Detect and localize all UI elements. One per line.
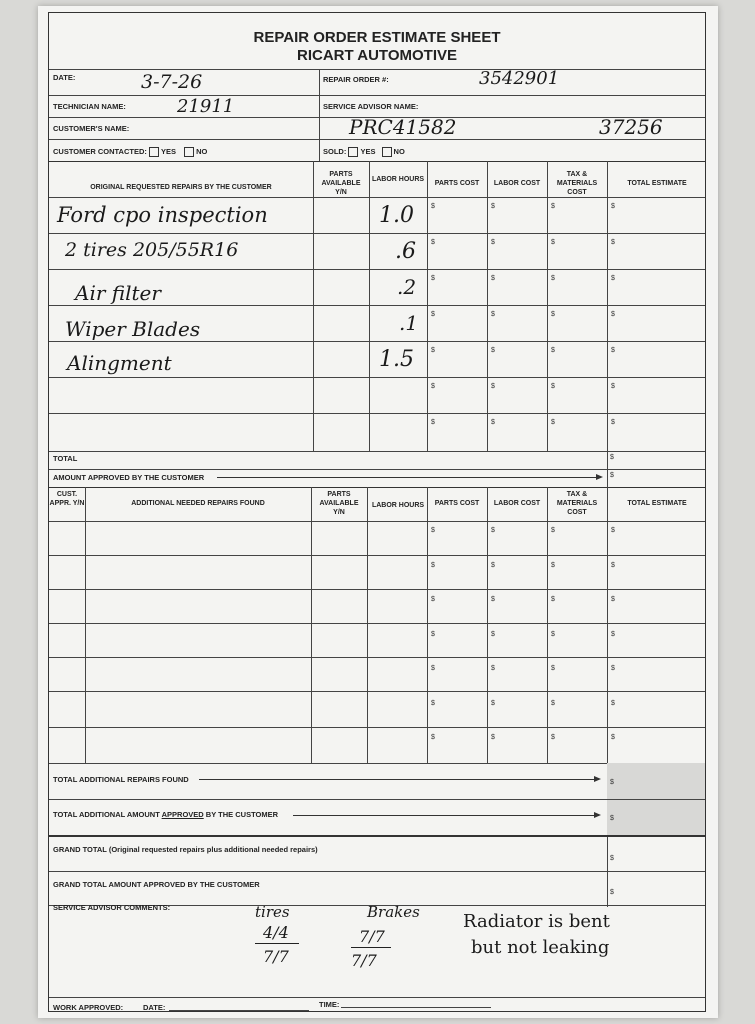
t2-row-4-total-cost[interactable]: $	[611, 630, 615, 638]
t1-row-6-labor-cost[interactable]: $	[491, 383, 495, 390]
t2-total-label: TOTAL ADDITIONAL REPAIRS FOUND	[53, 775, 189, 784]
t1-row-1-parts-cost[interactable]: $	[431, 203, 435, 210]
t1-row-1-tax-cost[interactable]: $	[551, 203, 555, 210]
t1-row-2-labor-cost[interactable]: $	[491, 239, 495, 246]
t2-row-4-parts-cost[interactable]: $	[431, 630, 435, 638]
repair-order-label: REPAIR ORDER #:	[323, 75, 389, 84]
t2-header-labor-hours: LABOR HOURS	[371, 502, 425, 509]
customer-label: CUSTOMER'S NAME:	[53, 124, 130, 133]
t1-header-labor-cost: LABOR COST	[493, 180, 541, 187]
t2-row-2-tax-cost[interactable]: $	[551, 561, 555, 569]
t1-row-3-total-cost[interactable]: $	[611, 275, 615, 282]
t2-header-tax-materials: TAX & MATERIALS COST	[556, 491, 598, 516]
t2-row-7-parts-cost[interactable]: $	[431, 734, 435, 741]
contacted-no-checkbox[interactable]	[184, 147, 194, 157]
t1-row-4-parts-cost[interactable]: $	[431, 311, 435, 318]
t2-row-2-labor-cost[interactable]: $	[491, 561, 495, 569]
t2-row-5-labor-cost[interactable]: $	[491, 665, 495, 672]
t2-approved-dollar: $	[610, 815, 614, 822]
t2-row-3-labor-cost[interactable]: $	[491, 596, 495, 603]
date-value[interactable]: 3-7-26	[141, 71, 203, 93]
t1-row-5-labor-cost[interactable]: $	[491, 347, 495, 354]
t2-row-6-parts-cost[interactable]: $	[431, 699, 435, 707]
t1-row-6-parts-cost[interactable]: $	[431, 383, 435, 390]
t1-row-4-tax-cost[interactable]: $	[551, 311, 555, 318]
t1-row-2-repair[interactable]: 2 tires 205/55R16	[65, 239, 239, 261]
t1-row-7-total-cost[interactable]: $	[611, 419, 615, 426]
t1-header-tax-materials: TAX & MATERIALS COST	[556, 171, 598, 196]
sold-yes-label: YES	[360, 147, 376, 156]
t1-row-1-labor-cost[interactable]: $	[491, 203, 495, 210]
contacted-yes-label: YES	[160, 147, 176, 156]
t2-row-6-labor-cost[interactable]: $	[491, 699, 495, 707]
t2-row-1-labor-cost[interactable]: $	[491, 527, 495, 534]
comment-tires-val1[interactable]: 4/4	[263, 923, 289, 942]
comment-tires[interactable]: tires	[255, 903, 290, 921]
comment-note-2[interactable]: but not leaking	[471, 937, 610, 958]
sold-no-checkbox[interactable]	[382, 147, 392, 157]
t1-header-parts-cost: PARTS COST	[434, 180, 480, 187]
t1-total-label: TOTAL	[53, 454, 78, 463]
t1-row-3-repair[interactable]: Air filter	[75, 281, 161, 305]
grand-total-label: GRAND TOTAL (Original requested repairs plus additional needed repairs)	[53, 845, 318, 854]
t1-total-dollar: $	[610, 454, 614, 461]
company-name: RICART AUTOMOTIVE	[297, 47, 457, 64]
repair-order-value[interactable]: 3542901	[479, 68, 560, 89]
t1-row-1-total-cost[interactable]: $	[611, 203, 615, 210]
arrow-icon	[217, 477, 601, 478]
grand-total-dollar: $	[610, 855, 614, 862]
t2-row-1-total-cost[interactable]: $	[611, 527, 615, 534]
t1-approved-label: AMOUNT APPROVED BY THE CUSTOMER	[53, 473, 205, 482]
t1-row-4-hours[interactable]: .1	[399, 311, 419, 335]
t2-approved-label: TOTAL ADDITIONAL AMOUNT APPROVED BY THE CUSTOMER	[53, 810, 279, 819]
t2-row-3-tax-cost[interactable]: $	[551, 596, 555, 603]
customer-value-2[interactable]: 37256	[599, 115, 663, 139]
arrow-icon	[199, 779, 599, 780]
customer-value[interactable]: PRC41582	[349, 115, 457, 139]
comment-note-1[interactable]: Radiator is bent	[463, 911, 610, 932]
t1-header-repairs: ORIGINAL REQUESTED REPAIRS BY THE CUSTOMER	[90, 184, 272, 191]
t2-row-3-total-cost[interactable]: $	[611, 596, 615, 603]
contacted-yes-checkbox[interactable]	[149, 147, 159, 157]
t1-row-3-tax-cost[interactable]: $	[551, 275, 555, 282]
t1-row-2-total-cost[interactable]: $	[611, 239, 615, 246]
t2-row-7-total-cost[interactable]: $	[611, 734, 615, 741]
t2-row-1-tax-cost[interactable]: $	[551, 527, 555, 534]
t1-row-1-hours[interactable]: 1.0	[379, 203, 414, 228]
work-date-label: DATE:	[143, 1003, 166, 1012]
t2-row-7-labor-cost[interactable]: $	[491, 734, 495, 741]
arrow-icon	[293, 815, 599, 816]
date-label: DATE:	[53, 73, 76, 82]
t2-row-6-total-cost[interactable]: $	[611, 699, 615, 707]
service-advisor-label: SERVICE ADVISOR NAME:	[323, 102, 419, 111]
t2-row-4-tax-cost[interactable]: $	[551, 630, 555, 638]
work-time-label: TIME:	[319, 1000, 340, 1009]
t1-row-4-labor-cost[interactable]: $	[491, 311, 495, 318]
t2-row-3-parts-cost[interactable]: $	[431, 596, 435, 603]
t2-row-2-total-cost[interactable]: $	[611, 561, 615, 569]
comment-brakes[interactable]: Brakes	[367, 903, 420, 921]
t1-row-5-tax-cost[interactable]: $	[551, 347, 555, 354]
sold	[323, 147, 405, 157]
t2-header-labor-cost: LABOR COST	[493, 500, 541, 507]
t2-header-additional-repairs: ADDITIONAL NEEDED REPAIRS FOUND	[131, 500, 265, 507]
technician-value[interactable]: 21911	[177, 96, 235, 117]
comments-label: SERVICE ADVISOR COMMENTS:	[53, 903, 171, 912]
sold-yes-checkbox[interactable]	[348, 147, 358, 157]
form-header	[49, 13, 705, 69]
t1-row-7-labor-cost[interactable]: $	[491, 419, 495, 426]
t1-row-6-tax-cost[interactable]: $	[551, 383, 555, 390]
t1-row-7-parts-cost[interactable]: $	[431, 419, 435, 426]
t2-row-7-tax-cost[interactable]: $	[551, 734, 555, 741]
t1-row-2-tax-cost[interactable]: $	[551, 239, 555, 246]
t2-header-cust-appr: CUST. APPR. Y/N	[49, 491, 85, 507]
paper-sheet	[38, 6, 718, 1018]
comment-brakes-val2[interactable]: 7/7	[351, 951, 377, 970]
t1-row-4-repair[interactable]: Wiper Blades	[65, 317, 201, 341]
t2-header-parts-cost: PARTS COST	[434, 500, 480, 507]
t1-row-2-parts-cost[interactable]: $	[431, 239, 435, 246]
t2-header-parts-available: PARTS AVAILABLE Y/N	[319, 491, 359, 516]
t2-row-2-parts-cost[interactable]: $	[431, 561, 435, 569]
t1-row-2-hours[interactable]: .6	[395, 239, 416, 264]
grand-approved-label: GRAND TOTAL AMOUNT APPROVED BY THE CUSTOMER	[53, 880, 260, 889]
contacted-no-label: NO	[196, 147, 208, 156]
sold-label: SOLD:	[323, 147, 347, 156]
t2-row-5-tax-cost[interactable]: $	[551, 665, 555, 672]
t2-row-1-parts-cost[interactable]: $	[431, 527, 435, 534]
t2-row-5-total-cost[interactable]: $	[611, 665, 615, 672]
t1-row-3-hours[interactable]: .2	[397, 275, 417, 299]
t1-row-4-total-cost[interactable]: $	[611, 311, 615, 318]
t2-row-5-parts-cost[interactable]: $	[431, 665, 435, 672]
t1-row-5-hours[interactable]: 1.5	[379, 347, 414, 372]
t1-header-total-estimate: TOTAL ESTIMATE	[627, 180, 687, 187]
t1-header-parts-available: PARTS AVAILABLE Y/N	[321, 171, 361, 196]
t1-header-labor-hours: LABOR HOURS	[371, 176, 425, 183]
t1-row-5-parts-cost[interactable]: $	[431, 347, 435, 354]
t1-row-3-parts-cost[interactable]: $	[431, 275, 435, 282]
technician-label: TECHNICIAN NAME:	[53, 102, 126, 111]
t2-header-total-estimate: TOTAL ESTIMATE	[627, 500, 687, 507]
form-title: REPAIR ORDER ESTIMATE SHEET	[253, 29, 501, 46]
t1-row-1-repair[interactable]: Ford cpo inspection	[57, 203, 268, 227]
t1-row-5-total-cost[interactable]: $	[611, 347, 615, 354]
t1-row-3-labor-cost[interactable]: $	[491, 275, 495, 282]
t2-row-6-tax-cost[interactable]: $	[551, 699, 555, 707]
comment-brakes-val1[interactable]: 7/7	[359, 927, 385, 946]
contacted-label: CUSTOMER CONTACTED:	[53, 147, 147, 156]
work-approved-label: WORK APPROVED:	[53, 1003, 124, 1012]
t1-row-5-repair[interactable]: Alingment	[67, 351, 172, 375]
t1-approved-dollar: $	[610, 472, 614, 479]
estimate-form	[48, 12, 706, 1012]
t2-row-4-labor-cost[interactable]: $	[491, 630, 495, 638]
t2-total-dollar: $	[610, 779, 614, 786]
sold-no-label: NO	[393, 147, 405, 156]
t1-row-7-tax-cost[interactable]: $	[551, 419, 555, 426]
comment-tires-val2[interactable]: 7/7	[263, 947, 289, 966]
customer-contacted	[53, 147, 207, 157]
grand-approved-dollar: $	[610, 889, 614, 896]
t1-row-6-total-cost[interactable]: $	[611, 383, 615, 390]
